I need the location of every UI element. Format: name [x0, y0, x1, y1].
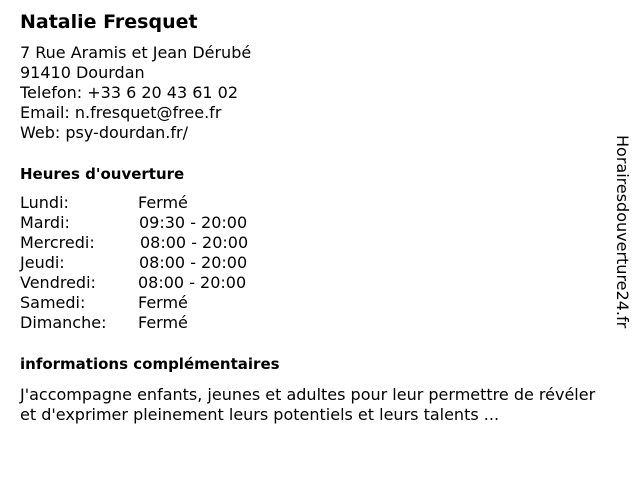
- hours-heading: Heures d'ouverture: [20, 165, 185, 183]
- day-time: Fermé: [138, 293, 188, 312]
- info-description: J'accompagne enfants, jeunes et adultes pour leur permettre de révéler et d'exprimer pleinement leurs potentiels et leurs talents ...: [20, 385, 596, 424]
- day-label: Samedi:: [20, 293, 86, 312]
- address-street: 7 Rue Aramis et Jean Dérubé: [20, 43, 252, 62]
- day-time: Fermé: [138, 313, 188, 332]
- day-time: 08:00 - 20:00: [138, 273, 247, 292]
- day-label: Lundi:: [20, 193, 69, 212]
- day-time: 08:00 - 20:00: [139, 253, 248, 272]
- day-time: 09:30 - 20:00: [139, 213, 248, 232]
- day-label: Jeudi:: [20, 253, 65, 272]
- info-heading: informations complémentaires: [20, 355, 280, 373]
- contact-block: [20, 43, 251, 143]
- phone-line: Telefon: +33 6 20 43 61 02: [20, 83, 239, 102]
- day-label: Mercredi:: [20, 233, 95, 252]
- day-time: 08:00 - 20:00: [140, 233, 249, 252]
- day-time: Fermé: [138, 193, 188, 212]
- email-line: Email: n.fresquet@free.fr: [20, 103, 222, 122]
- day-label: Vendredi:: [20, 273, 96, 292]
- day-label: Mardi:: [20, 213, 70, 232]
- address-city: 91410 Dourdan: [20, 63, 145, 82]
- web-line: Web: psy-dourdan.fr/: [20, 123, 188, 142]
- business-name: Natalie Fresquet: [20, 11, 198, 33]
- day-label: Dimanche:: [20, 313, 107, 332]
- watermark-text: Horairesdouverture24.fr: [613, 135, 632, 329]
